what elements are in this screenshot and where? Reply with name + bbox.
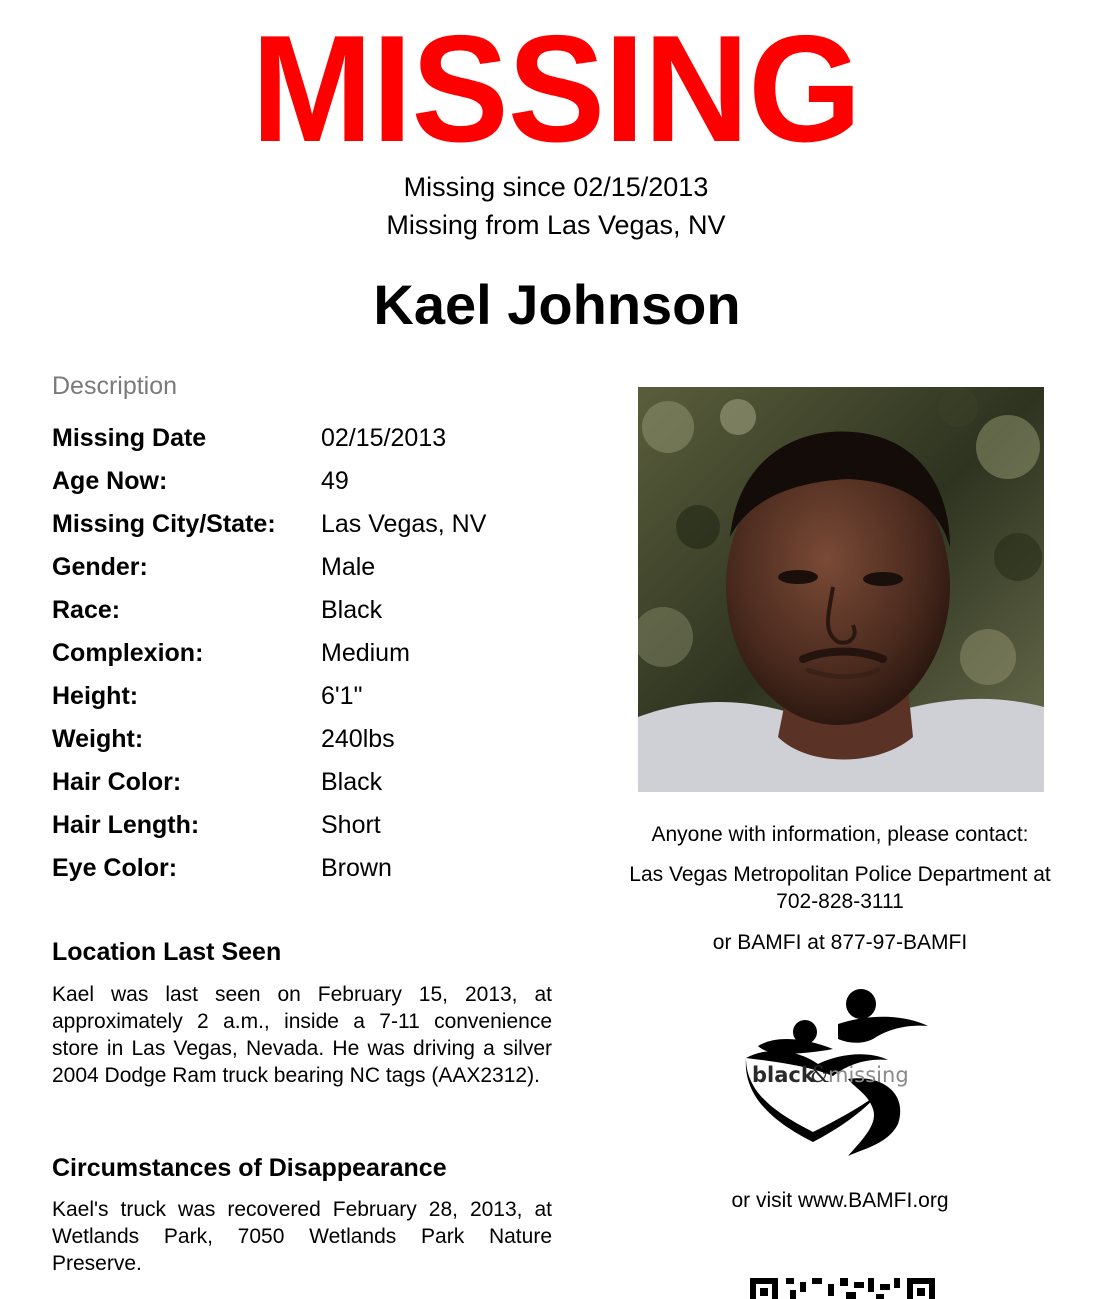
person-name: Kael Johnson xyxy=(373,273,741,336)
fact-row-missing-date xyxy=(52,417,592,460)
fact-value: 6'1" xyxy=(321,682,363,710)
fact-label: Weight: xyxy=(52,725,144,753)
logo-figures-icon xyxy=(738,984,938,1159)
fact-row-hair-length xyxy=(52,804,592,847)
contact-intro: Anyone with information, please contact: xyxy=(651,823,1029,846)
contact-police-name: Las Vegas Metropolitan Police Department at xyxy=(629,863,1051,886)
black-and-missing-logo xyxy=(738,984,938,1159)
person-photo-illustration xyxy=(638,387,1044,792)
fact-value: Male xyxy=(321,553,376,581)
logo-text-missing: missing xyxy=(828,1063,909,1087)
fact-label: Complexion: xyxy=(52,639,204,667)
description-facts xyxy=(52,417,592,890)
fact-value: 02/15/2013 xyxy=(321,424,447,452)
missing-since-date: Missing since 02/15/2013 xyxy=(403,172,709,202)
location-last-seen-text: Kael was last seen on February 15, 2013, at approximately 2 a.m., inside a 7-11 convenience store in Las Vegas, Nevada. He was driving a silver 2004 Dodge Ram truck bearing NC tags (AAX2312). xyxy=(52,983,552,1087)
person-photo xyxy=(638,387,1044,792)
fact-row-city-state xyxy=(52,503,592,546)
fact-value: Black xyxy=(321,768,383,796)
fact-value: Brown xyxy=(321,854,392,882)
fact-row-eye-color xyxy=(52,847,592,890)
fact-value: 240lbs xyxy=(321,725,395,753)
description-heading: Description xyxy=(52,372,178,400)
circumstances-heading: Circumstances of Disappearance xyxy=(52,1154,447,1182)
fact-label: Hair Color: xyxy=(52,768,182,796)
fact-value: Medium xyxy=(321,639,410,667)
fact-value: Short xyxy=(321,811,381,839)
qr-code xyxy=(750,1278,935,1299)
qr-code-icon xyxy=(750,1278,935,1299)
fact-row-gender xyxy=(52,546,592,589)
fact-label: Height: xyxy=(52,682,139,710)
contact-bamfi: or BAMFI at 877-97-BAMFI xyxy=(712,931,968,954)
circumstances-text: Kael's truck was recovered February 28, 2013, at Wetlands Park, 7050 Wetlands Park Nature Preserve. xyxy=(52,1198,552,1275)
fact-label: Missing City/State: xyxy=(52,510,276,538)
fact-row-hair-color xyxy=(52,761,592,804)
visit-website: or visit www.BAMFI.org xyxy=(731,1189,949,1212)
fact-value: 49 xyxy=(321,467,349,495)
fact-label: Hair Length: xyxy=(52,811,200,839)
fact-row-weight xyxy=(52,718,592,761)
contact-police xyxy=(590,861,1090,915)
logo-text-amp: & xyxy=(810,1063,830,1088)
location-last-seen-heading: Location Last Seen xyxy=(52,938,282,966)
fact-label: Eye Color: xyxy=(52,854,178,882)
missing-headline: MISSING xyxy=(251,4,861,174)
fact-label: Age Now: xyxy=(52,467,168,495)
fact-value: Black xyxy=(321,596,383,624)
logo-text-black: black xyxy=(752,1063,815,1087)
fact-row-age-now xyxy=(52,460,592,503)
fact-value: Las Vegas, NV xyxy=(321,510,487,538)
fact-row-height xyxy=(52,675,592,718)
fact-row-race xyxy=(52,589,592,632)
fact-label: Missing Date xyxy=(52,424,207,452)
fact-row-complexion xyxy=(52,632,592,675)
missing-from-location: Missing from Las Vegas, NV xyxy=(386,210,726,240)
fact-label: Gender: xyxy=(52,553,148,581)
contact-police-phone: 702-828-3111 xyxy=(776,890,904,913)
fact-label: Race: xyxy=(52,596,121,624)
